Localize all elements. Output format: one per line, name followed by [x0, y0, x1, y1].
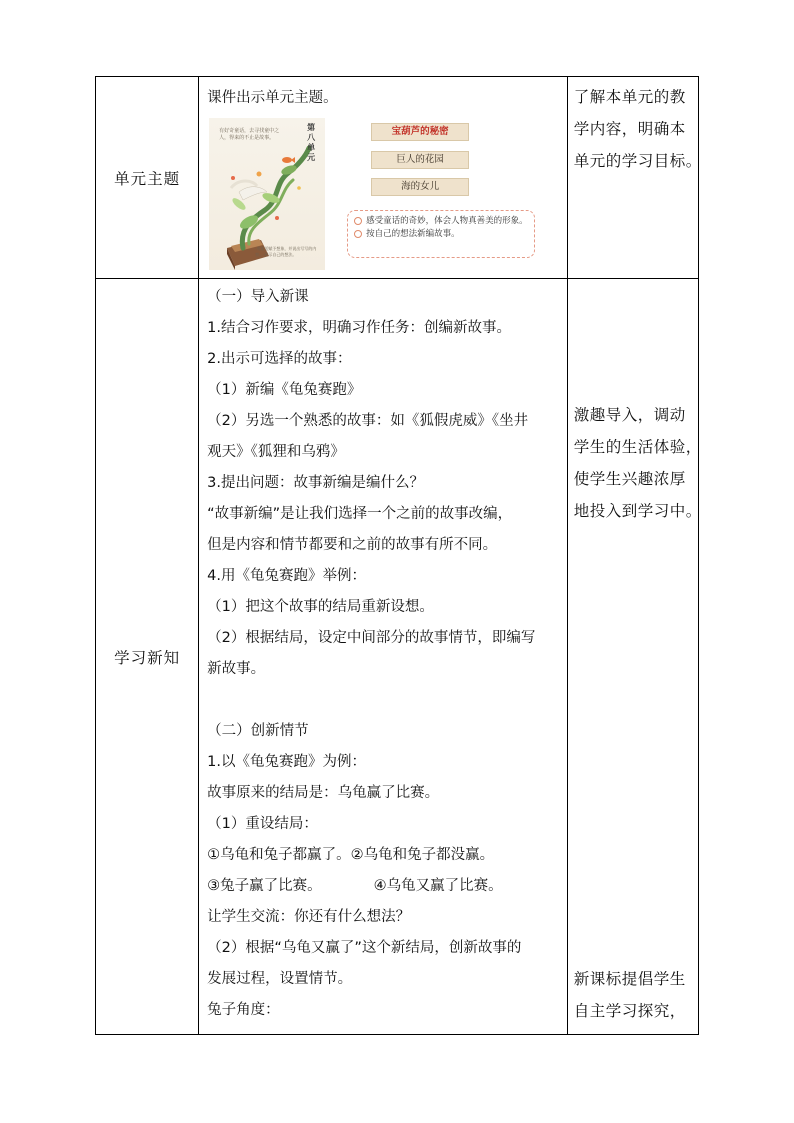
- learning-note: [567, 279, 702, 1035]
- circle-bullet-icon: [354, 217, 362, 225]
- note-line: 新课标提倡学生: [573, 970, 686, 988]
- note-line: 单元的学习目标。: [573, 152, 702, 170]
- note-line: 学生的生活体验，: [573, 438, 702, 456]
- unit-goals-box: [347, 210, 535, 258]
- circle-bullet-icon: [354, 230, 362, 238]
- content-line: （2）根据结局，设定中间部分的故事情节，即编写: [207, 630, 536, 646]
- story-tag-2: 巨人的花园: [371, 151, 469, 169]
- unit-theme-content: [199, 77, 568, 279]
- content-line: （1）重设结局：: [207, 816, 318, 832]
- note-bottom-block: [574, 963, 686, 1027]
- poster-unit-title: 第八单元: [307, 122, 316, 162]
- content-line: ④乌龟又赢了比赛。: [373, 878, 503, 894]
- note-line: 使学生兴趣浓厚: [573, 470, 686, 488]
- content-line: 观天》《狐狸和乌鸦》: [207, 444, 345, 460]
- content-line: 2.出示可选择的故事：: [207, 351, 352, 367]
- unit-theme-text: 课件出示单元主题。: [207, 90, 338, 106]
- note-line: 了解本单元的教: [573, 88, 686, 106]
- note-line: 激趣导入，调动: [573, 406, 686, 424]
- content-line: （1）新编《龟兔赛跑》: [207, 382, 362, 398]
- content-line: 但是内容和情节都要和之前的故事有所不同。: [207, 537, 498, 553]
- content-line: ③兔子赢了比赛。: [207, 878, 322, 894]
- table-row-unit-theme: [96, 77, 699, 279]
- content-line-pair: [207, 871, 561, 902]
- content-line: 新故事。: [207, 661, 266, 677]
- poster-quote: 有好奇童话，去寻找童中之人，得来的不止是故事。: [219, 128, 280, 141]
- unit-theme-note: [567, 77, 702, 279]
- story-tag-1: 宝葫芦的秘密: [371, 123, 469, 141]
- content-line: 3.提出问题：故事新编是编什么？: [207, 475, 424, 491]
- poster-note: ·用童话赋予想象，并说出写写的内容。·展示自己的想法。: [255, 246, 317, 257]
- table-row-learning: [96, 279, 699, 1035]
- learning-content: [199, 279, 568, 1035]
- content-line: 故事原来的结局是：乌龟赢了比赛。: [207, 785, 440, 801]
- content-line: “故事新编”是让我们选择一个之前的故事改编，: [207, 506, 513, 522]
- note-top-block: [574, 399, 702, 527]
- unit-goal-1: 感受童话的奇妙，体会人物真善美的形象。: [354, 215, 530, 228]
- content-line: （二）创新情节: [207, 723, 309, 739]
- story-tag-3: 海的女儿: [371, 178, 469, 196]
- blank-line: [207, 685, 561, 716]
- row-label-learning: 学习新知: [96, 279, 199, 1035]
- lesson-plan-table: [95, 76, 702, 1035]
- note-line: 学内容，明确本: [573, 120, 686, 138]
- row-label-unit-theme: 单元主题: [96, 77, 199, 279]
- content-line: ①乌龟和兔子都赢了。②乌龟和兔子都没赢。: [207, 847, 495, 863]
- unit-poster: [209, 118, 325, 270]
- unit-theme-illustration: [209, 118, 537, 270]
- content-line: 1.以《龟兔赛跑》为例：: [207, 754, 366, 770]
- content-line: 4.用《龟兔赛跑》举例：: [207, 568, 366, 584]
- content-line: （2）另选一个熟悉的故事：如《狐假虎威》《坐井: [207, 413, 529, 429]
- content-line: （2）根据“乌龟又赢了”这个新结局，创新故事的: [207, 940, 522, 956]
- content-line: 让学生交流：你还有什么想法？: [207, 909, 411, 925]
- content-line: 兔子角度：: [207, 1002, 280, 1018]
- unit-goal-2: 按自己的想法新编故事。: [354, 228, 530, 241]
- note-line: 地投入到学习中。: [573, 502, 702, 520]
- content-line: （一）导入新课: [207, 289, 309, 305]
- content-line: 发展过程，设置情节。: [207, 971, 353, 987]
- note-line: 自主学习探究，: [573, 1002, 686, 1020]
- content-line: （1）把这个故事的结局重新设想。: [207, 599, 434, 615]
- content-line: 1.结合习作要求，明确习作任务：创编新故事。: [207, 320, 511, 336]
